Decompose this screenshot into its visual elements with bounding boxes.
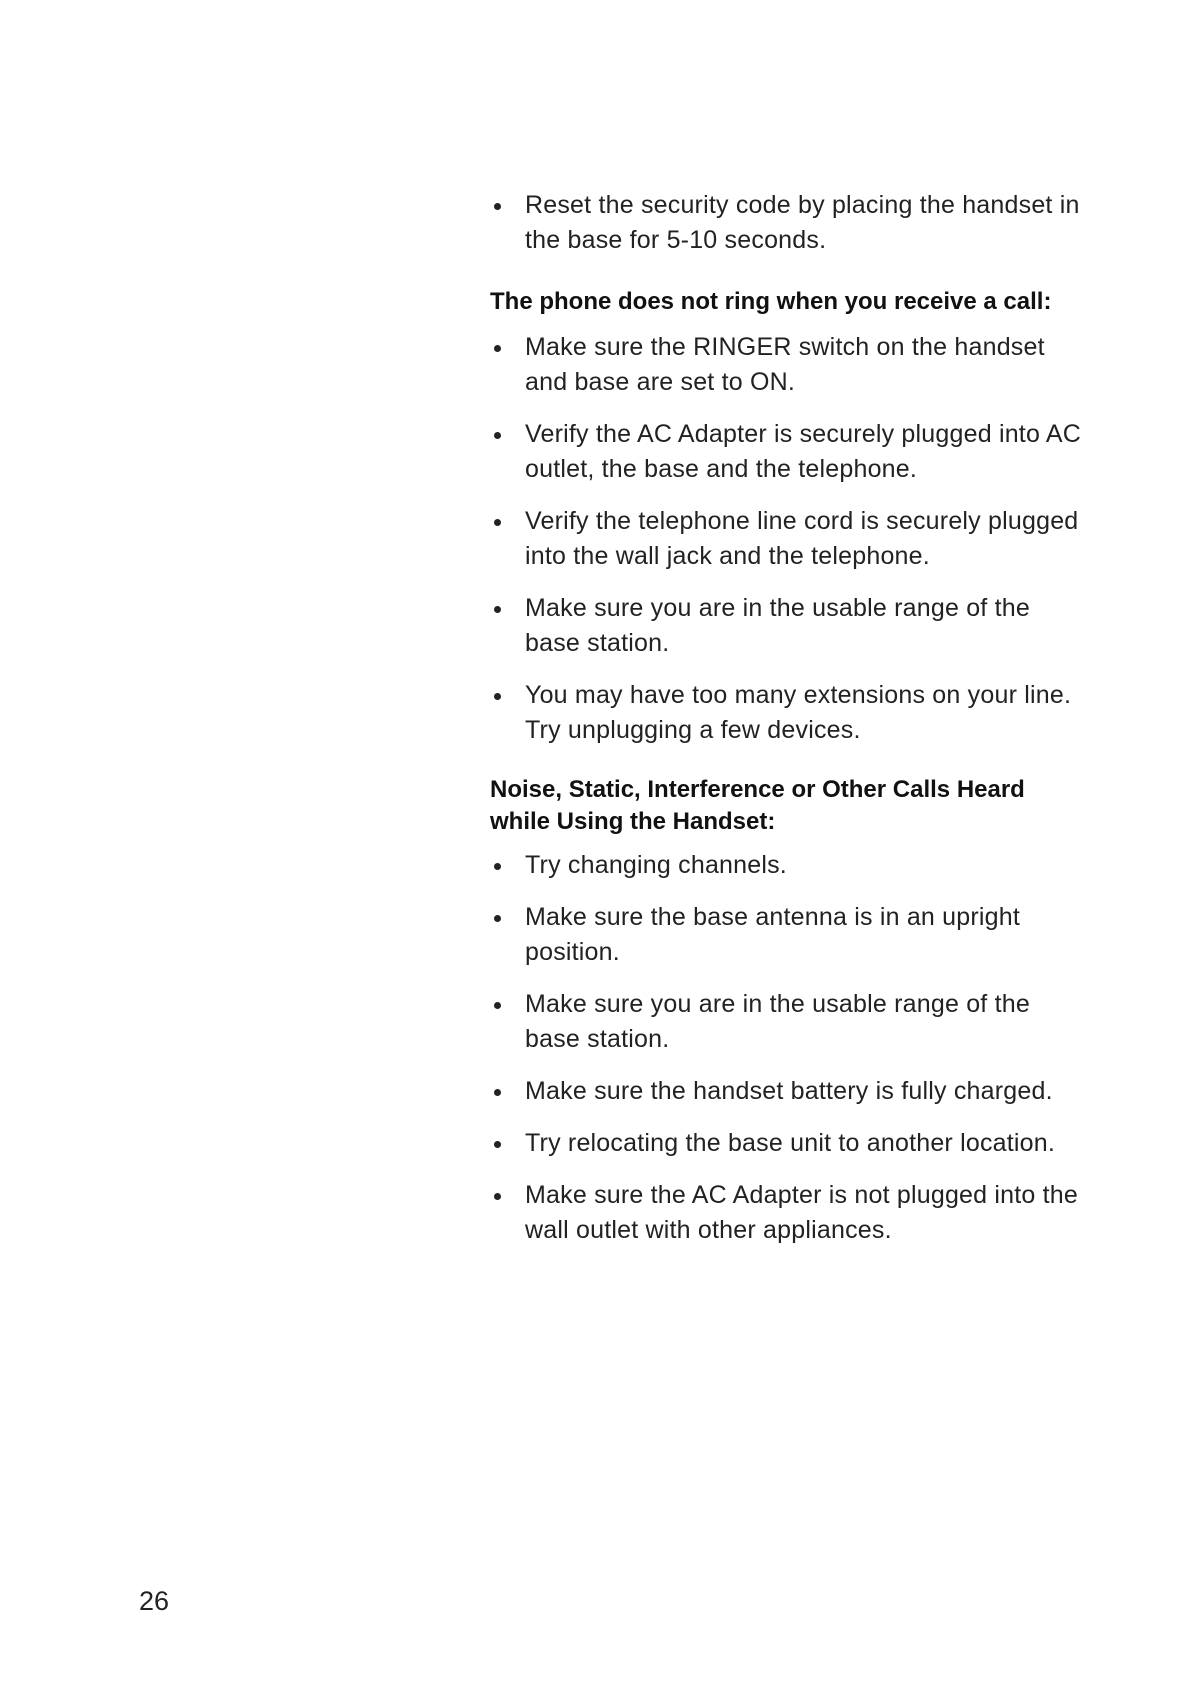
bullet-icon [494,693,501,700]
bullet-icon [494,1089,501,1096]
list-item-text: Make sure the base antenna is in an upright position. [525,903,1021,966]
troubleshooting-content [490,188,1090,1265]
list-item [490,1126,1090,1161]
list-item-text: Make sure the handset battery is fully charged. [525,1077,1053,1105]
section-heading-noise: Noise, Static, Interference or Other Calls Heard while Using the Handset: [490,776,1025,835]
list-item-text: Make sure the RINGER switch on the handset and base are set to ON. [525,333,1045,396]
list-item [490,848,1090,883]
list-item-text: You may have too many extensions on your line. Try unplugging a few devices. [525,681,1072,744]
list-item [490,1074,1090,1109]
list-item-text: Try relocating the base unit to another location. [525,1129,1056,1157]
list-item-text: Try changing channels. [525,851,787,879]
list-item [490,591,1090,661]
list-item-text: Make sure you are in the usable range of the base station. [525,594,1030,657]
list-item [490,504,1090,574]
list-item-text: Verify the telephone line cord is securely plugged into the wall jack and the telephone. [525,507,1079,570]
list-item [490,417,1090,487]
section-heading-no-ring: The phone does not ring when you receive a call: [490,288,1052,315]
list-item [490,678,1090,748]
list-item-text: Make sure you are in the usable range of the base station. [525,990,1030,1053]
bullet-icon [494,1193,501,1200]
list-item-text: Verify the AC Adapter is securely plugged into AC outlet, the base and the telephone. [525,420,1081,483]
list-item [490,188,1090,258]
bullet-icon [494,1141,501,1148]
page-number: 26 [139,1586,170,1616]
bullet-icon [494,863,501,870]
list-item [490,900,1090,970]
list-item [490,330,1090,400]
bullet-icon [494,345,501,352]
bullet-icon [494,519,501,526]
bullet-icon [494,1002,501,1009]
list-item [490,1178,1090,1248]
bullet-icon [494,915,501,922]
bullet-icon [494,432,501,439]
list-item [490,987,1090,1057]
list-item-text: Make sure the AC Adapter is not plugged into the wall outlet with other appliances. [525,1181,1079,1244]
list-item-text: Reset the security code by placing the handset in the base for 5-10 seconds. [525,191,1080,254]
bullet-icon [494,606,501,613]
bullet-icon [494,203,501,210]
